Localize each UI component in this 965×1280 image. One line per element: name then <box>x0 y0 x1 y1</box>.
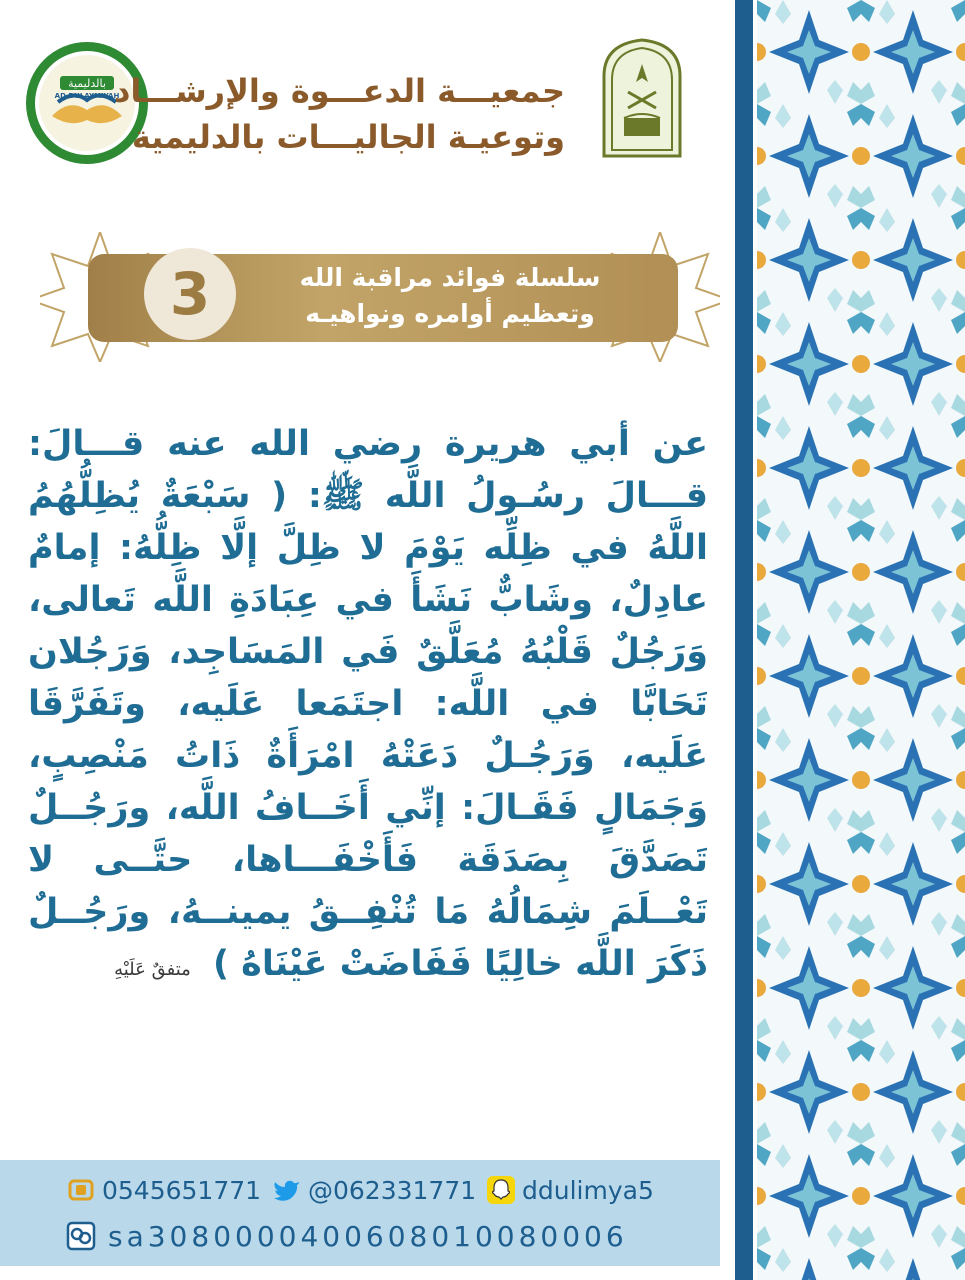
svg-text:بالدليمية: بالدليمية <box>68 77 106 90</box>
phone-icon <box>66 1175 96 1205</box>
phone-number: 0545651771 <box>102 1175 262 1205</box>
snapchat-contact[interactable] <box>486 1170 654 1210</box>
contact-footer <box>0 1160 720 1266</box>
islamic-pattern <box>757 0 965 1280</box>
snapchat-handle: ddulimya5 <box>522 1175 654 1205</box>
hadith-text <box>28 418 708 996</box>
series-banner <box>40 232 720 362</box>
phone-contact[interactable] <box>66 1170 261 1210</box>
banner-title-line2: وتعظيم أوامره ونواهيـه <box>305 299 595 328</box>
bank-icon <box>66 1221 96 1251</box>
iban-row <box>66 1216 628 1256</box>
snapchat-icon <box>486 1175 516 1205</box>
series-number: 3 <box>144 248 236 340</box>
banner-title <box>270 260 630 332</box>
twitter-contact[interactable] <box>272 1170 476 1210</box>
twitter-handle: @062331771 <box>308 1175 477 1205</box>
ministry-emblem <box>598 36 686 162</box>
twitter-icon <box>272 1175 302 1205</box>
iban-number[interactable]: sa3080000400608010080006 <box>108 1219 628 1253</box>
org-title-line2: وتوعيـة الجاليـــات بالدليمية <box>131 118 565 156</box>
banner-title-line1: سلسلة فوائد مراقبة الله <box>299 263 601 292</box>
organization-title <box>113 68 565 160</box>
contact-row <box>66 1170 666 1210</box>
hadith-source: متفقٌ عَلَيْهِ <box>114 959 191 980</box>
side-stripe <box>735 0 753 1280</box>
svg-text:AD DULAYMIYAH: AD DULAYMIYAH <box>54 92 120 100</box>
hadith-body: عن أبي هريرة رضي الله عنه قـــالَ: قـــالَ رسُـولُ اللَّه ﷺ: ( سَبْعَةٌ يُظِلُّهُمُ اللَّهُ في ظِلِّه يَوْمَ لا ظِلَّ إلَّا ظِلُّهُ: إمامٌ عادِلٌ، وشَابٌّ نَشَأَ في عِبَادَةِ اللَّه تَعالى، وَرَجُلٌ قَلْبُهُ مُعَلَّقٌ فَي المَسَاجِد، وَرَجُلان تَحَابَّا في اللَّه: اجتَمَعا عَلَيه، وتَفَرَّقَا عَلَيه، وَرَجُـلٌ دَعَتْهُ امْرَأَةٌ ذَاتُ مَنْصِبٍ، وَجَمَالٍ فَقَـالَ: إنِّي أَخَــافُ اللَّه، ورَجُــلٌ تَصَدَّقَ بِصَدَقَة فَأَخْفَـــاها، حتَّــى لا تَعْــلَمَ شِمَالُهُ مَا تُنْفِــقُ يمينــهُ، ورَجُــلٌ ذَكَرَ اللَّه خالِيًا فَفَاضَتْ عَيْنَاهُ ) <box>28 424 708 984</box>
org-title-line1: جمعيـــة الدعـــوة والإرشـــاد <box>113 72 565 110</box>
